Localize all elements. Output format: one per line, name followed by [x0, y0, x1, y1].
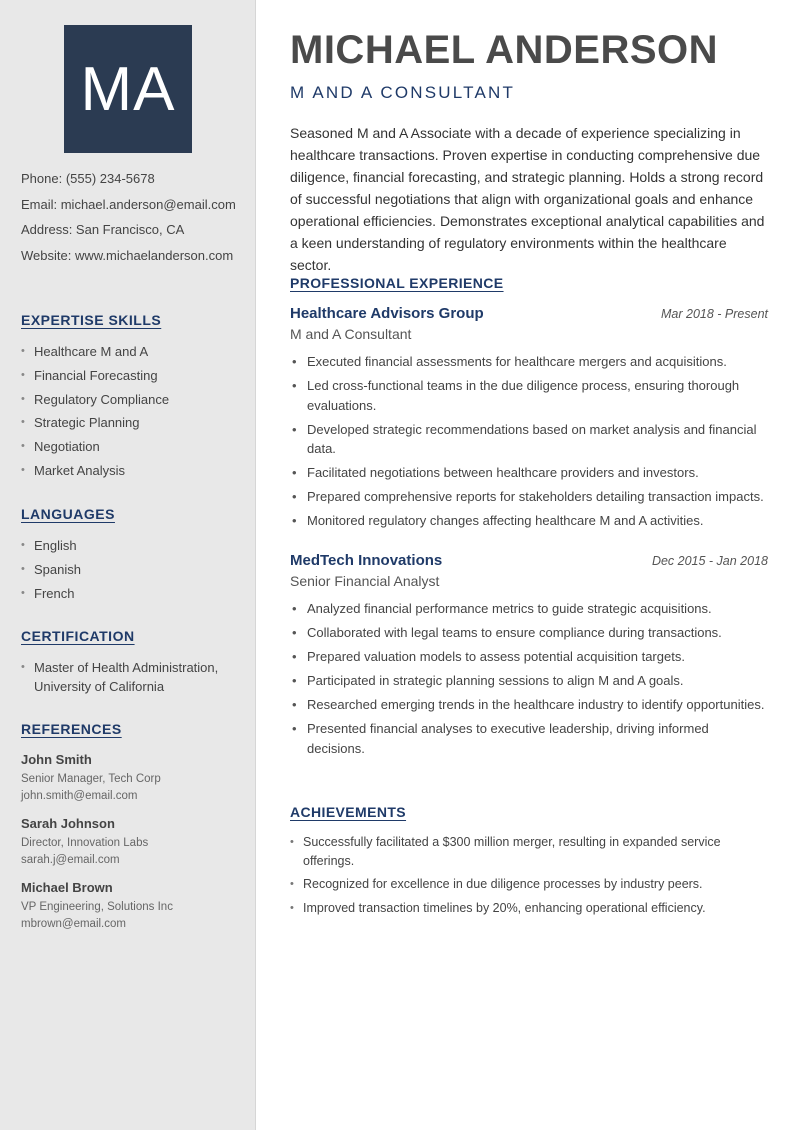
achievements-heading: ACHIEVEMENTS: [290, 804, 407, 820]
reference-name: Sarah Johnson: [21, 816, 115, 831]
list-item: • Prepared comprehensive reports for stakeholders detailing transaction impacts.: [290, 487, 768, 507]
candidate-role: M AND A CONSULTANT: [290, 83, 516, 102]
list-item: • Executed financial assessments for healthcare mergers and acquisitions.: [290, 352, 768, 372]
summary-paragraph: Seasoned M and A Associate with a decade of experience specializing in healthcare transactions. Proven expertise in conducting comprehensive due diligence, financial forecasting, and strategic planning. Holds a strong record of successful negotiations that align with organizational goals and enhance operational efficiencies. Demonstrates exceptional analytical capabilities and a keen understanding of regulatory environments within the healthcare sector.: [290, 125, 765, 273]
list-item: • Negotiation: [21, 437, 251, 456]
languages-heading: LANGUAGES: [21, 506, 115, 522]
job-bullets: [290, 599, 768, 758]
job-position: Senior Financial Analyst: [290, 573, 440, 589]
contact-address: Address: San Francisco, CA: [21, 222, 185, 237]
job-entry: [290, 552, 768, 763]
skills-heading: EXPERTISE SKILLS: [21, 312, 162, 328]
job-dates: Dec 2015 - Jan 2018: [651, 554, 768, 568]
list-item: • Developed strategic recommendations based on market analysis and financial data.: [290, 420, 768, 459]
list-item: • Collaborated with legal teams to ensure compliance during transactions.: [290, 623, 768, 643]
reference-entry: [21, 815, 251, 869]
company-name: Healthcare Advisors Group: [290, 305, 484, 322]
list-item: • Facilitated negotiations between healthcare providers and investors.: [290, 463, 768, 483]
job-dates: Mar 2018 - Present: [661, 307, 768, 321]
list-item: • English: [21, 536, 251, 555]
company-name: MedTech Innovations: [290, 552, 443, 569]
contact-info: [21, 171, 251, 273]
list-item: • Market Analysis: [21, 461, 251, 480]
achievements-list: [290, 833, 760, 922]
list-item: • Monitored regulatory changes affecting healthcare M and A activities.: [290, 511, 768, 531]
contact-website: Website: www.michaelanderson.com: [21, 247, 234, 263]
job-header: [290, 552, 768, 569]
languages-section: [21, 506, 251, 607]
certification-list: [21, 658, 251, 696]
list-item: • Improved transaction timelines by 20%, enhancing operational efficiency.: [290, 899, 760, 918]
monogram-logo: MA: [64, 25, 192, 153]
list-item: • Recognized for excellence in due diligence processes by industry peers.: [290, 875, 760, 894]
job-bullets: [290, 352, 768, 531]
reference-entry: [21, 879, 251, 933]
references-section: [21, 721, 251, 943]
list-item: • Participated in strategic planning sessions to align M and A goals.: [290, 671, 768, 691]
reference-title: VP Engineering, Solutions Inc: [21, 901, 173, 913]
list-item: • Spanish: [21, 560, 251, 579]
certification-heading: CERTIFICATION: [21, 628, 135, 644]
reference-name: Michael Brown: [21, 880, 113, 895]
list-item: • Led cross-functional teams in the due diligence process, ensuring thorough evaluations.: [290, 376, 768, 415]
reference-email: mbrown@email.com: [21, 918, 126, 930]
job-position: M and A Consultant: [290, 326, 412, 342]
list-item: • Prepared valuation models to assess potential acquisition targets.: [290, 647, 768, 667]
job-entry: [290, 305, 768, 535]
list-item: • Healthcare M and A: [21, 342, 251, 361]
reference-title: Director, Innovation Labs: [21, 837, 149, 849]
candidate-name: MICHAEL ANDERSON: [290, 28, 719, 72]
contact-email: Email: michael.anderson@email.com: [21, 196, 236, 212]
sidebar: [0, 0, 256, 1130]
certification-section: [21, 628, 251, 701]
list-item: • Researched emerging trends in the healthcare industry to identify opportunities.: [290, 695, 768, 715]
list-item: • Strategic Planning: [21, 413, 251, 432]
list-item: • Master of Health Administration, University of California: [21, 658, 251, 696]
languages-list: [21, 536, 251, 603]
experience-heading: PROFESSIONAL EXPERIENCE: [290, 275, 504, 291]
list-item: • French: [21, 584, 251, 603]
skills-section: [21, 312, 251, 485]
contact-phone: Phone: (555) 234-5678: [21, 171, 155, 186]
job-header: [290, 305, 768, 322]
list-item: • Financial Forecasting: [21, 366, 251, 385]
list-item: • Presented financial analyses to executive leadership, driving informed decisions.: [290, 719, 768, 758]
reference-name: John Smith: [21, 752, 92, 767]
references-heading: REFERENCES: [21, 721, 122, 737]
list-item: • Analyzed financial performance metrics to guide strategic acquisitions.: [290, 599, 768, 619]
reference-entry: [21, 751, 251, 805]
reference-email: john.smith@email.com: [21, 790, 138, 802]
skills-list: [21, 342, 251, 480]
list-item: • Successfully facilitated a $300 million merger, resulting in expanded service offerings.: [290, 833, 760, 870]
list-item: • Regulatory Compliance: [21, 390, 251, 409]
reference-title: Senior Manager, Tech Corp: [21, 773, 161, 785]
reference-email: sarah.j@email.com: [21, 854, 120, 866]
